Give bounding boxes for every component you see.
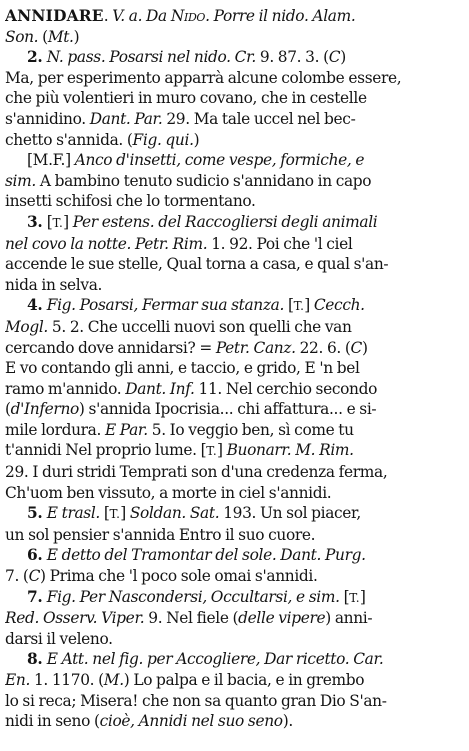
entry-text: 6.: [27, 546, 47, 565]
entry-line: [5, 317, 463, 338]
entry-text: (: [5, 400, 11, 419]
entry-line: [5, 150, 463, 171]
entry-text: N. pass. Posarsi nel nido. Cr.: [46, 48, 260, 67]
entry-line: [5, 109, 463, 130]
entry-text: E Par.: [104, 420, 152, 439]
entry-line: [5, 171, 463, 192]
entry-text: [M.F.]: [27, 151, 75, 170]
entry-text: cioè, Annidi nel suo seno: [99, 712, 283, 731]
entry-text: ]: [63, 212, 73, 231]
entry-line: [5, 545, 463, 566]
entry-line: [5, 503, 463, 525]
entry-text: 22. 6. (: [299, 338, 351, 357]
entry-text: delle vipere: [238, 609, 326, 628]
entry-text: sim.: [5, 171, 40, 190]
entry-text: 193. Un sol piacer,: [223, 504, 361, 523]
entry-text: En.: [5, 671, 34, 689]
entry-line: [5, 587, 463, 609]
dictionary-entry-annidare: [5, 6, 463, 732]
entry-line: [5, 338, 463, 359]
entry-text: 5.: [27, 504, 47, 523]
entry-text: 2.: [27, 48, 47, 67]
entry-line: [5, 234, 463, 255]
entry-line: [5, 440, 463, 462]
entry-text: 7.: [27, 587, 47, 606]
entry-text: lo si reca; Misera! che non sa quanto gran Dio S'an-: [5, 691, 387, 710]
entry-text: Soldan. Sat.: [129, 504, 224, 523]
entry-text: (: [42, 27, 48, 46]
entry-text: 5. 2. Che uccelli nuovi son quelli che van: [51, 317, 352, 336]
entry-text: [: [103, 504, 110, 523]
entry-text: 11. Nel cerchio secondo: [198, 379, 378, 398]
entry-text: 8.: [27, 650, 47, 669]
entry-text: t'annidi Nel proprio lume. [: [5, 441, 207, 460]
entry-text: Ch'uom ben vissuto, a morte in ciel s'annidi.: [5, 483, 332, 502]
entry-text: T.: [206, 444, 217, 459]
entry-text: Buonarr. M. Rim.: [226, 441, 354, 460]
entry-text: Cecch.: [313, 296, 365, 315]
entry-line: [5, 483, 463, 504]
entry-text: ): [73, 27, 80, 46]
entry-text: T.: [52, 215, 64, 230]
entry-text: Anco d'insetti, come vespe, formiche, e: [74, 151, 365, 170]
entry-text: 7. (: [5, 567, 29, 586]
entry-line: [5, 130, 463, 151]
entry-line: [5, 525, 463, 546]
entry-text: d'Inferno: [10, 400, 79, 419]
entry-line: [5, 420, 463, 441]
entry-text: cercando dove annidarsi? =: [5, 338, 216, 357]
entry-text: C: [28, 567, 41, 586]
entry-text: 29. Ma tale uccel nel bec-: [166, 109, 356, 128]
entry-line: [5, 254, 463, 275]
entry-text: 1. 92. Poi che 'l ciel: [211, 234, 353, 253]
entry-line: [5, 275, 463, 296]
entry-text: 3.: [27, 212, 47, 231]
entry-text: che più volentieri in muro covano, che in cestelle: [5, 89, 367, 108]
entry-text: C: [328, 48, 341, 67]
entry-text: s'annidino.: [5, 109, 90, 128]
entry-line: [5, 191, 463, 212]
entry-text: [: [343, 587, 350, 606]
entry-line: [5, 27, 463, 48]
entry-text: 9. 87. 3. (: [259, 48, 329, 67]
entry-text: Ma, per esperimento apparrà alcune colombe essere,: [5, 68, 402, 87]
entry-line: [5, 608, 463, 629]
entry-text: ramo m'annido.: [5, 379, 126, 398]
entry-text: Red. Osserv. Viper.: [5, 609, 149, 628]
entry-text: Fig. Per Nascondersi, Occultarsi, e sim.: [46, 587, 344, 606]
entry-text: ]: [304, 296, 314, 315]
entry-text: Petr. Canz.: [215, 338, 300, 357]
entry-text: 1. 1170. (: [33, 671, 104, 689]
entry-text: ]: [120, 504, 130, 523]
entry-line: [5, 670, 463, 691]
headword: ANNIDARE: [5, 7, 104, 25]
entry-text: T.: [109, 507, 121, 522]
entry-line: [5, 358, 463, 379]
entry-line: [5, 629, 463, 650]
entry-line: [5, 691, 463, 712]
entry-text: ): [340, 48, 346, 67]
entry-text: .: [103, 7, 113, 25]
entry-line: [5, 68, 463, 89]
entry-line: [5, 379, 463, 400]
entry-line: [5, 295, 463, 317]
entry-text: 29. I duri stridi Temprati son d'una credenza ferma,: [5, 463, 388, 482]
entry-text: Fig. qui.: [132, 130, 194, 149]
entry-text: Mogl.: [5, 317, 52, 336]
entry-text: Dant. Par.: [89, 109, 167, 128]
entry-text: ): [193, 130, 200, 149]
entry-line: [5, 399, 463, 420]
entry-text: . Porre il nido. Alam.: [205, 7, 356, 25]
entry-line: [5, 711, 463, 732]
entry-text: T.: [349, 590, 360, 605]
entry-text: Nido: [170, 7, 206, 25]
entry-text: nida in selva.: [5, 275, 103, 294]
entry-text: [: [46, 212, 53, 231]
entry-text: E trasl.: [46, 504, 104, 523]
entry-line: [5, 462, 463, 483]
entry-text: Son.: [5, 27, 43, 46]
entry-text: V. a. Da: [112, 7, 171, 25]
entry-text: ) Prima che 'l poco sole omai s'annidi.: [40, 567, 318, 586]
entry-text: ).: [282, 712, 293, 731]
entry-text: ) anni-: [325, 609, 373, 628]
entry-text: E Att. nel fig. per Accogliere, Dar ricetto. Car.: [46, 650, 384, 669]
entry-text: mile lordura.: [5, 420, 105, 439]
entry-text: M.: [103, 671, 124, 689]
entry-text: Dant. Inf.: [125, 379, 199, 398]
entry-text: T.: [293, 299, 305, 314]
entry-text: C: [350, 338, 362, 357]
entry-text: ) s'annida Ipocrisia... chi affattura... e si-: [78, 400, 377, 419]
entry-text: darsi il veleno.: [5, 629, 113, 648]
entry-text: 4.: [27, 296, 47, 315]
entry-text: E detto del Tramontar del sole. Dant. Purg.: [46, 546, 366, 565]
entry-text: Fig. Posarsi, Fermar sua stanza.: [46, 296, 288, 315]
entry-text: ]: [216, 441, 227, 460]
entry-text: 9. Nel fiele (: [148, 609, 239, 628]
entry-line: [5, 649, 463, 670]
entry-line: [5, 212, 463, 234]
entry-text: un sol pensier s'annida Entro il suo cuore.: [5, 525, 316, 544]
entry-text: ) Lo palpa e il bacia, e in grembo: [123, 671, 365, 689]
entry-text: nel covo la notte. Petr. Rim.: [5, 234, 212, 253]
entry-text: nidi in seno (: [5, 712, 100, 731]
entry-line: [5, 6, 463, 27]
entry-text: accende le sue stelle, Qual torna a casa, e qual s'an-: [5, 255, 389, 274]
entry-text: E vo contando gli anni, e taccio, e grido, E 'n bel: [5, 359, 360, 378]
entry-text: A bambino tenuto sudicio s'annidano in capo: [39, 171, 372, 190]
entry-text: chetto s'annida. (: [5, 130, 133, 149]
entry-text: 5. Io veggio ben, sì come tu: [151, 420, 354, 439]
entry-text: Mt.: [47, 27, 74, 46]
entry-text: Per estens. del Raccogliersi degli animali: [72, 212, 378, 231]
entry-line: [5, 47, 463, 68]
entry-text: insetti schifosi che lo tormentano.: [5, 192, 256, 211]
entry-line: [5, 88, 463, 109]
entry-text: ]: [359, 587, 366, 606]
entry-line: [5, 566, 463, 587]
entry-text: [: [287, 296, 294, 315]
entry-text: ): [361, 338, 368, 357]
